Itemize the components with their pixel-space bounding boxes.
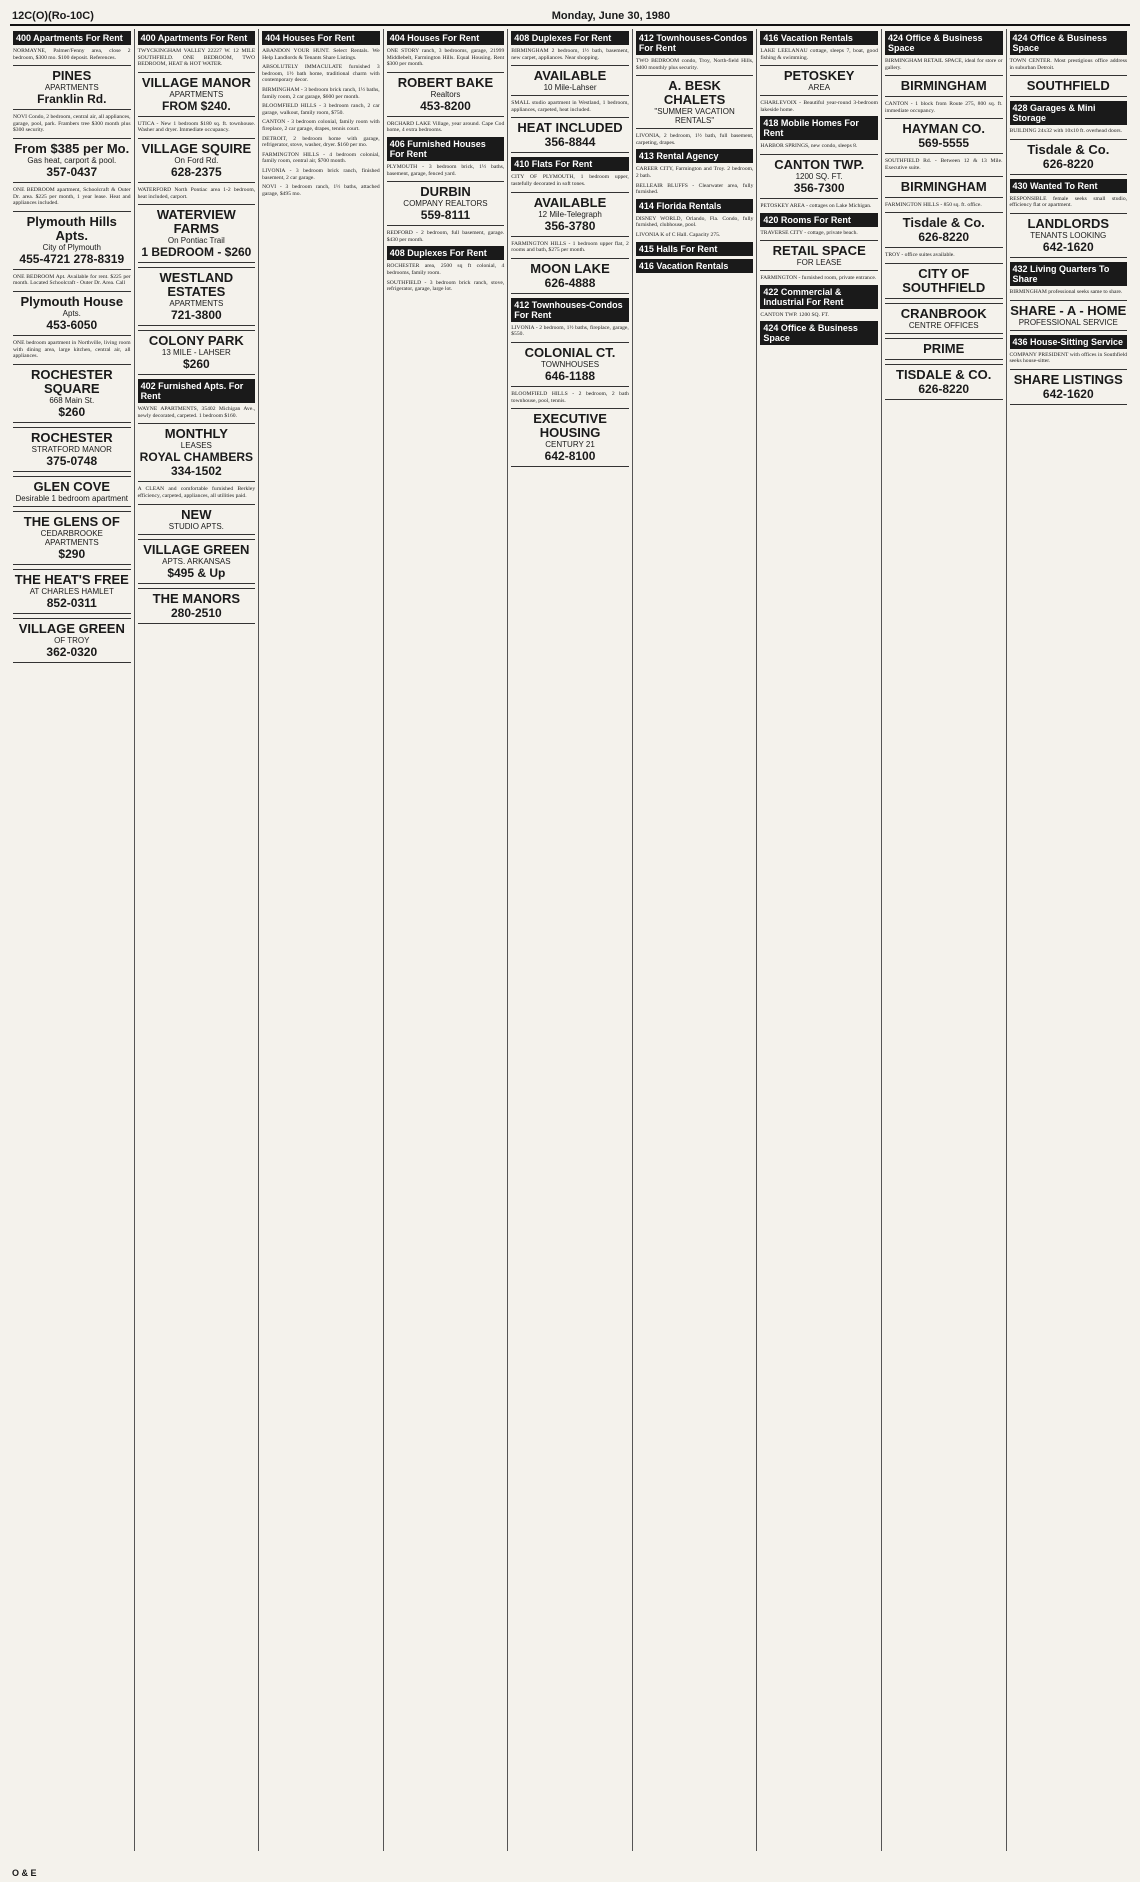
display-ad-line: 356-8844 (544, 135, 596, 150)
display-ad-line: SHARE - A - HOME (1010, 302, 1127, 318)
display-ad (885, 263, 1003, 299)
display-ad-line: LEASES (180, 441, 212, 451)
classified-ad: BUILDING 24x32 with 10x10 ft. overhead doors. (1009, 128, 1122, 135)
classified-column (10, 29, 135, 1851)
display-ad-line: FROM $240. (161, 98, 231, 113)
display-ad-line: 559-8111 (420, 208, 471, 223)
display-ad (138, 204, 256, 263)
display-ad (138, 330, 256, 375)
display-ad-line: 628-2375 (170, 164, 222, 179)
classified-column (1007, 29, 1131, 1851)
display-ad-line: CEDARBROOKE APARTMENTS (40, 528, 103, 547)
display-ad-line: 646-1188 (545, 368, 596, 383)
classified-ad: TROY - office suites available. (884, 252, 955, 259)
classified-ad: LIVONIA K of C Hall. Capacity 275. (635, 231, 721, 238)
display-ad-line: 362-0320 (46, 644, 98, 659)
section-heading: 418 Mobile Homes For Rent (760, 116, 878, 140)
display-ad-line: 642-1620 (1042, 239, 1094, 254)
display-ad (885, 176, 1003, 198)
classified-ad: SMALL studio apartment in Westland, 1 bedroom, appliances, carpeted, heat included. (511, 100, 629, 113)
display-ad-line: TOWNHOUSES (540, 359, 600, 369)
section-heading: 430 Wanted To Rent (1010, 179, 1128, 193)
display-ad-line: Plymouth House (20, 293, 124, 309)
classified-ad: A CLEAN and comfortable furnished Berkley efficiency, carpeted, appliances, all utilities paid. (137, 486, 256, 499)
display-ad (1010, 369, 1128, 405)
display-ad (511, 192, 629, 237)
display-ad-line: $260 (58, 404, 86, 419)
classified-ad: BLOOMFIELD HILLS - 2 bedroom, 2 bath townhouse, pool, tennis. (511, 390, 629, 404)
section-heading: 413 Rental Agency (636, 149, 754, 163)
display-ad-line: DURBIN (420, 184, 471, 200)
classified-ad: CANTON TWP. 1200 SQ. FT. (760, 311, 829, 318)
display-ad (760, 154, 878, 199)
display-ad-line: SOUTHFIELD (1026, 78, 1110, 94)
display-ad (138, 72, 256, 117)
classified-ad: DISNEY WORLD, Orlando, Fla. Condo, fully furnished, clubhouse, pool. (635, 215, 754, 229)
display-ad (138, 588, 256, 624)
display-ad-line: APARTMENTS (44, 83, 99, 93)
display-ad-line: 280-2510 (170, 605, 222, 620)
display-ad-line: Franklin Rd. (37, 92, 107, 107)
display-ad-line: ROYAL CHAMBERS 334-1502 (139, 450, 254, 479)
display-ad (13, 211, 131, 270)
section-heading: 402 Furnished Apts. For Rent (138, 379, 256, 403)
classified-ad: LIVONIA, 2 bedroom, 1½ bath, full basement, carpeting, drapes. (635, 133, 754, 146)
display-ad-line: THE GLENS OF (23, 513, 120, 529)
display-ad-line: CANTON TWP. (774, 156, 865, 172)
display-ad-line: 13 MILE - LAHSER (161, 348, 231, 358)
section-heading: 404 Houses For Rent (262, 31, 380, 45)
display-ad-line: CENTRE OFFICES (908, 320, 979, 330)
section-heading: 424 Office & Business Space (760, 321, 878, 345)
display-ad-line: 455-4721 278-8319 (19, 251, 125, 266)
display-ad-line: THE MANORS (152, 590, 241, 606)
classified-ad: LAKE LEELANAU cottage, sleeps 7, boat, good fishing & swimming. (760, 48, 878, 61)
section-heading: 424 Office & Business Space (885, 31, 1003, 55)
display-ad-line: 642-1620 (1042, 386, 1094, 401)
display-ad-line: 569-5555 (918, 136, 970, 151)
section-heading: 432 Living Quarters To Share (1010, 262, 1128, 286)
display-ad-line: RETAIL SPACE (772, 243, 866, 259)
display-ad-line: ROCHESTER (30, 429, 113, 445)
display-ad-line: 453-8200 (420, 98, 471, 113)
display-ad-line: Plymouth Hills Apts. (26, 213, 117, 243)
display-ad (511, 117, 629, 153)
display-ad (511, 65, 629, 96)
display-ad (885, 364, 1003, 400)
classified-ad: TWO BEDROOM condo, Troy, North-field Hills, $400 monthly plus security. (635, 58, 754, 71)
display-ad-line: From $385 per Mo. (14, 140, 130, 156)
display-ad (1010, 75, 1128, 97)
page-date: Monday, June 30, 1980 (551, 10, 671, 22)
classified-ad: ONE BEDROOM Apt. Available for rent. $225 per month. Located Schoolcraft - Outer Dr. Area. Call (13, 273, 131, 287)
display-ad (511, 342, 629, 387)
classified-ad: BELLEAIR BLUFFS - Clearwater area, fully furnished. (635, 182, 754, 196)
classified-ad: SOUTHFIELD Rd. - Between 12 & 13 Mile. Executive suite. (884, 158, 1003, 171)
classified-ad: SOUTHFIELD - 3 bedroom brick ranch, stove, refrigerator, garage, large lot. (386, 279, 505, 293)
classified-ad: BIRMINGHAM 2 bedroom, 1½ bath, basement, new carpet, appliances. Near shopping. (511, 48, 629, 61)
classified-ad: WATERFORD North Pontiac area 1-2 bedroom, heat included, carport. (137, 186, 256, 200)
display-ad-line: FOR LEASE (796, 258, 842, 268)
display-ad-line: $260 (182, 357, 210, 372)
section-heading: 412 Townhouses-Condos For Rent (636, 31, 754, 55)
classified-ad: ONE STORY ranch, 3 bedrooms, garage, 21999 Middlebelt, Farmington Hills. Equal Housing. Rent $300 per month. (386, 48, 505, 68)
section-heading: 424 Office & Business Space (1010, 31, 1128, 55)
display-ad-line: 626-8220 (918, 381, 970, 396)
display-ad (636, 75, 754, 129)
classified-ad: TOWN CENTER. Most prestigious office address in suburban Detroit. (1009, 58, 1128, 71)
display-ad-line: WATERVIEW FARMS (156, 207, 236, 237)
classified-ad: UTICA - New 1 bedroom $180 sq. ft. townhouse. Washer and dryer. Immediate occupancy. (137, 120, 256, 134)
section-heading: 408 Duplexes For Rent (387, 246, 505, 260)
display-ad-line: BIRMINGHAM (900, 78, 987, 94)
page-header (10, 8, 1130, 26)
classified-ad: CANTON - 3 bedroom colonial, family room with fireplace, 2 car garage, drapes, tennis court. (262, 119, 380, 132)
display-ad-line: TISDALE & CO. (896, 366, 992, 382)
section-heading: 400 Apartments For Rent (13, 31, 131, 45)
display-ad-line: HAYMAN CO. (902, 121, 986, 137)
display-ad-line: 357-0437 (46, 164, 98, 179)
section-heading: 415 Halls For Rent (636, 242, 754, 256)
classified-ad: BIRMINGHAM - 3 bedroom brick ranch, 1½ baths, family room, 2 car garage, $600 per month. (262, 86, 380, 100)
display-ad-line: WESTLAND ESTATES (159, 270, 234, 300)
classified-ad: BIRMINGHAM professional seeks same to share. (1009, 288, 1123, 295)
classified-ad: ROCHESTER area, 2500 sq ft colonial, 4 bedrooms, family room. (386, 263, 505, 276)
section-heading: 416 Vacation Rentals (760, 31, 878, 45)
display-ad (1010, 300, 1128, 331)
display-ad-line: 852-0311 (46, 595, 97, 610)
display-ad-line: AT CHARLES HAMLET (29, 586, 114, 596)
display-ad-line: HEAT INCLUDED (517, 120, 623, 136)
classified-ad: WAYNE APARTMENTS, 35402 Michigan Ave., newly decorated, carpeted. 1 bedroom $160. (137, 406, 256, 419)
classified-ad: HARBOR SPRINGS, new condo, sleeps 8. (760, 143, 858, 150)
display-ad (13, 618, 131, 663)
classified-column (882, 29, 1007, 1851)
classified-ad: FARMINGTON HILLS - 4 bedroom colonial, family room, central air, $700 month. (262, 151, 380, 165)
display-ad-line: $290 (58, 546, 86, 561)
display-ad-line: VILLAGE SQUIRE (141, 140, 252, 156)
display-ad-line: ROCHESTER SQUARE (30, 366, 113, 396)
display-ad (13, 511, 131, 565)
display-ad-line: 626-8220 (918, 230, 970, 245)
display-ad (13, 427, 131, 472)
classified-column (135, 29, 260, 1851)
display-ad-line: VILLAGE GREEN (18, 620, 125, 636)
display-ad-line: COMPANY REALTORS (403, 199, 488, 209)
display-ad-line: PETOSKEY (783, 68, 855, 84)
classified-ad: LIVONIA - 2 bedroom, 1½ baths, fireplace, garage, $550. (511, 324, 629, 338)
display-ad-line: "SUMMER VACATION RENTALS" (654, 107, 735, 126)
display-ad (387, 181, 505, 226)
display-ad (511, 258, 629, 294)
section-heading: 400 Apartments For Rent (138, 31, 256, 45)
section-heading: 404 Houses For Rent (387, 31, 505, 45)
display-ad-line: AVAILABLE (533, 194, 607, 210)
display-ad-line: CITY OF SOUTHFIELD (902, 265, 986, 295)
display-ad-line: COLONIAL CT. (524, 344, 616, 360)
display-ad (13, 364, 131, 423)
classified-ad: FARMINGTON - furnished room, private entrance. (760, 275, 877, 282)
display-ad-line: BIRMINGHAM (900, 178, 987, 194)
classified-ad: TRAVERSE CITY - cottage, private beach. (760, 229, 858, 236)
display-ad-line: On Ford Rd. (174, 155, 219, 165)
display-ad-line: TENANTS LOOKING (1030, 230, 1107, 240)
display-ad-line: 642-8100 (544, 449, 596, 464)
display-ad-line: PINES (52, 68, 92, 84)
display-ad (387, 72, 505, 117)
classified-ad: BLOOMFIELD HILLS - 3 bedroom ranch, 2 car garage, walkout, family room, $750. (262, 103, 380, 116)
classified-ad: CITY OF PLYMOUTH, 1 bedroom upper, tastefully decorated in soft tones. (511, 174, 629, 187)
display-ad-line: 12 Mile-Telegraph (538, 209, 602, 219)
classified-ad: ORCHARD LAKE Village, year around. Cape Cod home, 4 extra bedrooms. (386, 120, 505, 134)
classified-page (10, 8, 1130, 1878)
classified-ad: ABSOLUTELY IMMACULATE furnished 3 bedroom, 1½ bath home, traditional charm with contemporary decor. (262, 64, 380, 84)
display-ad-line: Tisdale & Co. (902, 215, 985, 231)
display-ad-line: CRANBROOK (900, 305, 987, 321)
classified-column (757, 29, 882, 1851)
classified-ad: BIRMINGHAM RETAIL SPACE, ideal for store or gallery. (884, 58, 1003, 71)
display-ad-line: ROBERT BAKE (397, 74, 494, 90)
classified-column (508, 29, 633, 1851)
classified-ad: ONE BEDROOM apartment, Schoolcraft & Outer Dr. area. $225 per month, 1 year lease. Heat and appliances included. (13, 186, 131, 207)
classified-ad: ONE bedroom apartment in Northville, living room with dining area, large kitchen, central air, all appliances. (13, 339, 131, 360)
classified-ad: CAREER CITY, Farmington and Troy. 2 bedroom, 2 bath. (635, 166, 754, 179)
classified-ad: FARMINGTON HILLS - 850 sq. ft. office. (884, 201, 982, 208)
display-ad (1010, 139, 1128, 175)
display-ad-line: LANDLORDS (1027, 215, 1110, 231)
display-ad (760, 240, 878, 271)
display-ad-line: City of Plymouth (42, 242, 101, 252)
display-ad-line: SHARE LISTINGS (1013, 371, 1123, 387)
display-ad-line: Tisdale & Co. (1027, 141, 1110, 157)
classified-ad: DETROIT, 2 bedroom home with garage, refrigerator, stove, washer, dryer. $160 per mo. (262, 135, 380, 149)
display-ad (13, 569, 131, 614)
display-ad-line: STUDIO APTS. (168, 521, 224, 531)
display-ad (138, 423, 256, 482)
display-ad-line: Realtors (430, 89, 461, 99)
display-ad-line: APTS. ARKANSAS (162, 556, 231, 566)
display-ad-line: PROFESSIONAL SERVICE (1018, 317, 1118, 327)
display-ad-line: EXECUTIVE HOUSING (533, 411, 607, 441)
classified-ad: COMPANY PRESIDENT with offices in Southfield seeks house-sitter. (1009, 351, 1128, 365)
page-footer: O & E (12, 1868, 37, 1878)
display-ad-line: 453-6050 (46, 317, 98, 332)
display-ad (885, 212, 1003, 248)
display-ad (885, 75, 1003, 97)
display-ad-line: A. BESK CHALETS (663, 78, 726, 108)
display-ad-line: $495 & Up (167, 565, 226, 580)
display-ad-line: AVAILABLE (533, 68, 607, 84)
display-ad (885, 118, 1003, 154)
display-ad (13, 138, 131, 183)
display-ad-line: 721-3800 (170, 308, 222, 323)
display-ad-line: NEW (181, 506, 212, 522)
display-ad-line: THE HEAT'S FREE (14, 571, 129, 587)
section-heading: 416 Vacation Rentals (636, 259, 754, 273)
display-ad-line: 1200 SQ. FT. (795, 171, 843, 181)
display-ad-line: 626-8220 (1042, 156, 1094, 171)
classified-ad: FARMINGTON HILLS - 1 bedroom upper flat, 2 rooms and bath, $275 per month. (511, 240, 629, 254)
display-ad-line: Apts. (62, 308, 81, 318)
display-ad-line: VILLAGE GREEN (143, 541, 250, 557)
classified-ad: CHARLEVOIX - Beautiful year-round 3-bedroom lakeside home. (760, 100, 878, 113)
classified-column (259, 29, 384, 1851)
section-heading: 406 Furnished Houses For Rent (387, 137, 505, 161)
section-heading: 410 Flats For Rent (511, 157, 629, 171)
classified-ad: TWYCKINGHAM VALLEY 22227 W. 12 MILE SOUTHFIELD. ONE BEDROOM, TWO BEDROOM, HEAT & HOT WATER. (137, 48, 256, 68)
section-heading: 436 House-Sitting Service (1010, 335, 1128, 349)
classified-ad: RESPONSIBLE female seeks small studio, efficiency flat or apartment. (1009, 195, 1128, 209)
classified-ad: CANTON - 1 block from Route 275, 800 sq. ft. immediate occupancy. (884, 101, 1003, 114)
section-heading: 414 Florida Rentals (636, 199, 754, 213)
classified-ad: NOVI Condo, 2 bedroom, central air, all appliances, garage, pool, park. Frambers tree $300 month plus $300 security. (13, 114, 131, 134)
display-ad (760, 65, 878, 96)
display-ad-line: 668 Main St. (49, 395, 95, 405)
display-ad (885, 338, 1003, 360)
display-ad-line: APARTMENTS (169, 299, 224, 309)
display-ad-line: CENTURY 21 (545, 440, 595, 450)
section-heading: 428 Garages & Mini Storage (1010, 101, 1128, 125)
classified-columns (10, 29, 1130, 1851)
classified-ad: PLYMOUTH - 3 bedroom brick, 1½ baths, basement, garage, fenced yard. (386, 163, 505, 177)
display-ad-line: OF TROY (54, 635, 90, 645)
display-ad-line: On Pontiac Trail (167, 236, 225, 246)
display-ad-line: Gas heat, carport & pool. (27, 155, 117, 165)
section-heading: 420 Rooms For Rent (760, 213, 878, 227)
display-ad (13, 476, 131, 507)
display-ad (885, 303, 1003, 334)
classified-ad: LIVONIA - 3 bedroom brick ranch, finished basement, 2 car garage. (262, 167, 380, 181)
display-ad-line: 356-3780 (544, 218, 596, 233)
display-ad-line: MOON LAKE (530, 260, 610, 276)
display-ad-line: 1 BEDROOM - $260 (141, 245, 252, 260)
display-ad-line: 356-7300 (793, 180, 845, 195)
display-ad-line: 626-4888 (544, 275, 596, 290)
display-ad (138, 267, 256, 326)
display-ad-line: Desirable 1 bedroom apartment (15, 493, 129, 503)
classified-ad: ABANDON YOUR HUNT. Select Rentals. We Help Landlords & Tenants Share Listings. (262, 48, 380, 61)
display-ad-line: APARTMENTS (169, 89, 224, 99)
display-ad-line: AREA (808, 83, 831, 93)
display-ad-line: GLEN COVE (33, 478, 111, 494)
page-section-code: 12C(O)(Ro-10C) (12, 10, 94, 22)
display-ad-line: 375-0748 (46, 453, 98, 468)
classified-ad: NOVI - 3 bedroom ranch, 1½ baths, attached garage, $495 mo. (262, 184, 380, 197)
classified-column (633, 29, 758, 1851)
display-ad (138, 539, 256, 584)
display-ad-line: STRATFORD MANOR (31, 444, 112, 454)
display-ad (511, 408, 629, 467)
classified-ad: PETOSKEY AREA - cottages on Lake Michigan. (760, 202, 872, 209)
display-ad (138, 504, 256, 535)
section-heading: 408 Duplexes For Rent (511, 31, 629, 45)
display-ad-line: COLONY PARK (148, 333, 244, 349)
display-ad-line: 10 Mile-Lahser (543, 83, 597, 93)
display-ad-line: PRIME (923, 340, 965, 356)
display-ad (13, 65, 131, 110)
section-heading: 412 Townhouses-Condos For Rent (511, 298, 629, 322)
classified-ad: REDFORD - 2 bedroom, full basement, garage. $430 per month. (386, 230, 505, 243)
display-ad (13, 291, 131, 336)
display-ad-line: VILLAGE MANOR (141, 74, 251, 90)
classified-ad: NORMAYNE, Palmer/Fenny area, close 2 bedroom, $300 mo. $100 deposit. References. (13, 48, 131, 61)
display-ad-line: MONTHLY (164, 426, 228, 442)
display-ad (138, 138, 256, 183)
display-ad (1010, 213, 1128, 258)
classified-column (384, 29, 509, 1851)
section-heading: 422 Commercial & Industrial For Rent (760, 285, 878, 309)
